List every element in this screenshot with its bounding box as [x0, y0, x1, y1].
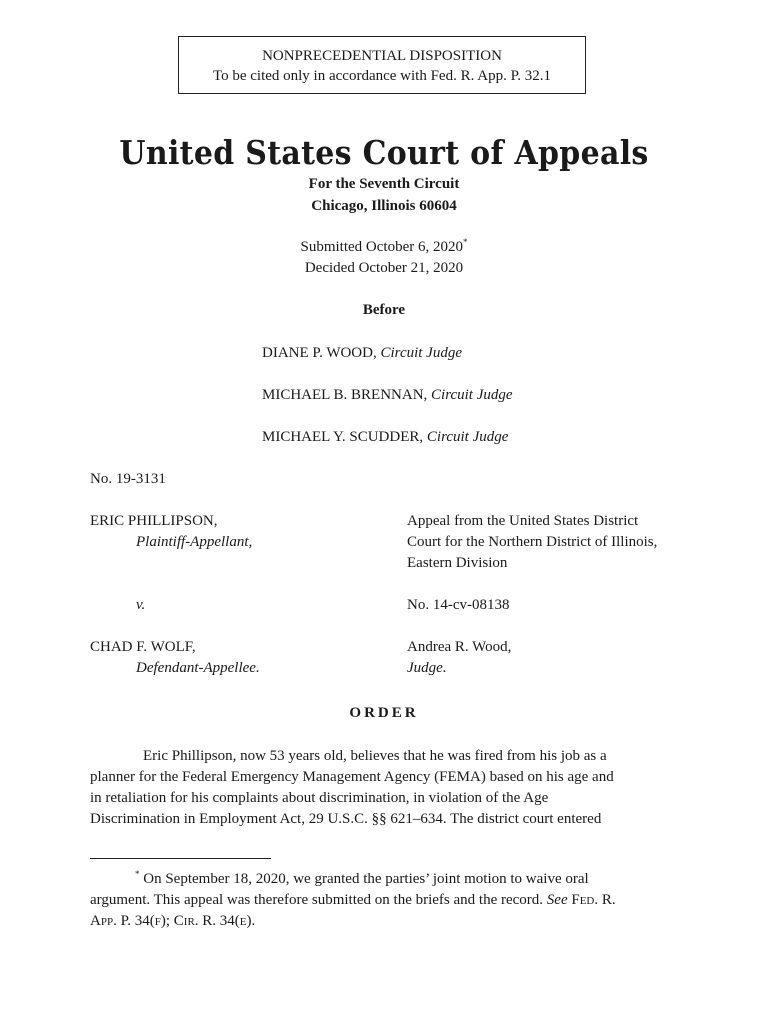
paragraph-line: planner for the Federal Emergency Management Agency (FEMA) based on his age and	[90, 769, 614, 785]
appeal-line: Appeal from the United States District	[407, 513, 639, 529]
plaintiff-name: ERIC PHILLIPSON,	[90, 513, 218, 529]
submitted-text: Submitted October 6, 2020	[300, 239, 463, 255]
district-judge-title: Judge.	[407, 660, 447, 676]
footnote-line: argument. This appeal was therefore submitted on the briefs and the record.	[90, 892, 547, 908]
footnote-citation: Fed. R.	[567, 892, 616, 908]
panel-heading: Before	[362, 302, 406, 318]
order-paragraph	[90, 746, 680, 830]
court-location: Chicago, Illinois 60604	[311, 198, 457, 214]
submitted-date	[0, 239, 768, 256]
notice-subheading: To be cited only in accordance with Fed. R. App. P. 32.1	[212, 68, 552, 84]
case-number: No. 19-3131	[90, 471, 166, 487]
judge-3	[262, 427, 508, 448]
judge-name: MICHAEL Y. SCUDDER,	[262, 429, 427, 445]
judge-1	[262, 343, 462, 364]
judge-title: Circuit Judge	[431, 387, 513, 403]
court-circuit: For the Seventh Circuit	[308, 176, 460, 192]
versus: v.	[136, 597, 146, 613]
plaintiff-role: Plaintiff-Appellant,	[136, 534, 253, 550]
appeal-line: Court for the Northern District of Illinois,	[407, 534, 658, 550]
defendant-name: CHAD F. WOLF,	[90, 639, 196, 655]
footnote-reference: *	[462, 237, 468, 247]
appeal-line: Eastern Division	[407, 555, 508, 571]
footnote-line: App. P. 34(f); Cir. R. 34(e).	[90, 913, 256, 929]
paragraph-line: Eric Phillipson, now 53 years old, believes that he was fired from his job as a	[143, 748, 607, 764]
notice-heading: NONPRECEDENTIAL DISPOSITION	[262, 48, 502, 64]
appeal-origin	[407, 511, 657, 574]
footnote	[90, 869, 680, 932]
district-case-number: No. 14-cv-08138	[407, 597, 510, 613]
paragraph-line: Discrimination in Employment Act, 29 U.S.C. §§ 621–634. The district court entered	[90, 811, 602, 827]
judge-2	[262, 385, 513, 406]
defendant-role: Defendant-Appellee.	[136, 660, 260, 676]
judge-name: MICHAEL B. BRENNAN,	[262, 387, 432, 403]
judge-name: DIANE P. WOOD,	[262, 345, 381, 361]
court-name: United States Court of Appeals	[119, 134, 649, 173]
decided-date: Decided October 21, 2020	[304, 260, 464, 276]
nonprecedential-notice	[178, 36, 586, 94]
paragraph-line: in retaliation for his complaints about discrimination, in violation of the Age	[90, 790, 549, 806]
footnote-see: See	[546, 892, 568, 908]
footnote-mark: *	[135, 869, 140, 879]
footnote-divider	[90, 858, 271, 859]
district-judge: Andrea R. Wood,	[407, 639, 512, 655]
order-heading: ORDER	[349, 705, 419, 721]
judge-title: Circuit Judge	[426, 429, 509, 445]
footnote-line: On September 18, 2020, we granted the parties’ joint motion to waive oral	[139, 871, 589, 887]
judge-title: Circuit Judge	[380, 345, 462, 361]
